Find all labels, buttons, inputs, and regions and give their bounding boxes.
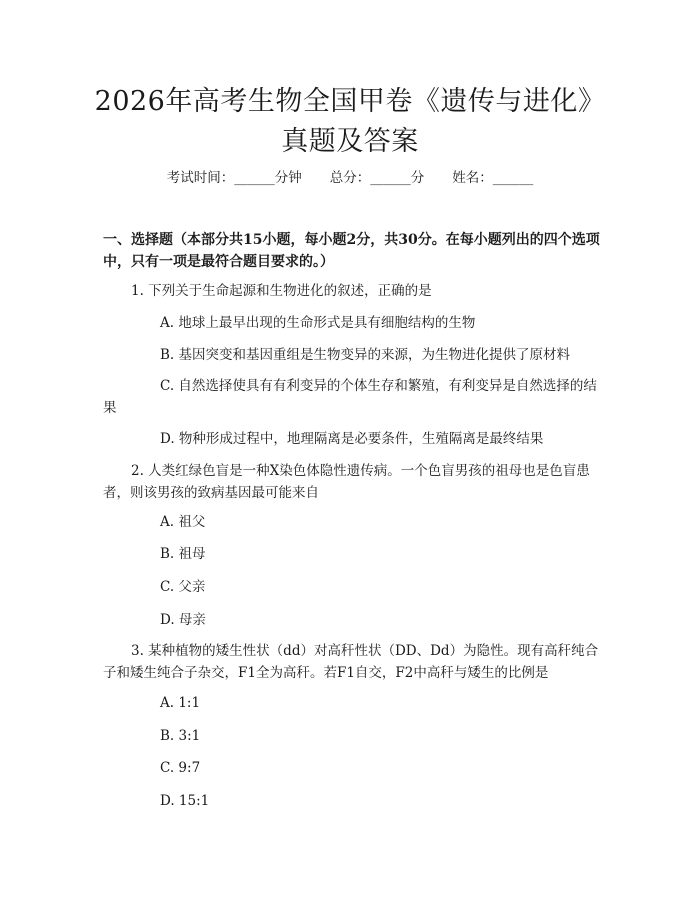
exam-time-field: 考试时间：______分钟 [166, 170, 302, 186]
question-3-option-c: C. 9:7 [160, 760, 201, 776]
question-1-option-c: C. 自然选择使具有有利变异的个体生存和繁殖，有利变异是自然选择的结果 [103, 378, 597, 416]
question-2-option-a: A. 祖父 [160, 514, 206, 530]
question-3-option-b: B. 3:1 [160, 728, 201, 744]
question-3-option-d: D. 15:1 [160, 793, 210, 809]
question-2-option-c: C. 父亲 [160, 579, 206, 595]
document-title: 2026年高考生物全国甲卷《遗传与进化》真题及答案 [94, 86, 606, 157]
question-1-stem: 1. 下列关于生命起源和生物进化的叙述，正确的是 [131, 283, 432, 299]
question-1-option-a: A. 地球上最早出现的生命形式是具有细胞结构的生物 [160, 315, 476, 331]
exam-score-field: 总分：______分 [329, 170, 425, 186]
question-1-option-b: B. 基因突变和基因重组是生物变异的来源，为生物进化提供了原材料 [160, 347, 571, 363]
question-1-option-d: D. 物种形成过程中，地理隔离是必要条件，生殖隔离是最终结果 [160, 431, 544, 447]
exam-info-line [0, 169, 700, 187]
question-2-option-b: B. 祖母 [160, 546, 206, 562]
exam-name-field: 姓名：______ [452, 170, 534, 186]
question-3-stem: 3. 某种植物的矮生性状（dd）对高秆性状（DD、Dd）为隐性。现有高秆纯合子和矮生纯合子杂交，F1全为高秆。若F1自交，F2中高秆与矮生的比例是 [103, 643, 599, 681]
question-3-option-a: A. 1:1 [160, 695, 201, 711]
question-2-option-d: D. 母亲 [160, 612, 206, 628]
section-heading: 一、选择题（本部分共15小题，每小题2分，共30分。在每小题列出的四个选项中，只有一项是最符合题目要求的。） [103, 232, 600, 270]
question-2-stem: 2. 人类红绿色盲是一种X染色体隐性遗传病。一个色盲男孩的祖母也是色盲患者，则该男孩的致病基因最可能来自 [103, 463, 590, 501]
